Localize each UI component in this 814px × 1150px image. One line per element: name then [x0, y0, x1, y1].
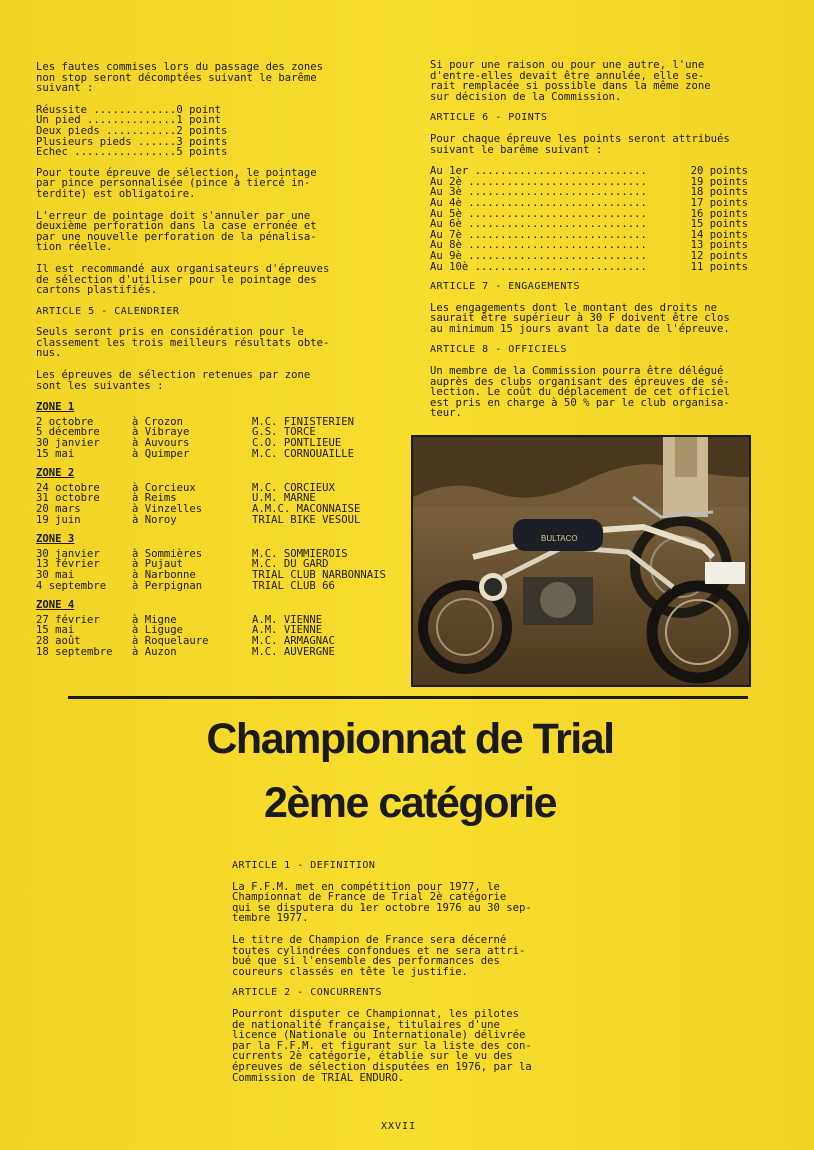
article-6-heading: ARTICLE 6 - POINTS — [430, 112, 548, 124]
penalty-row — [36, 147, 366, 158]
event-place: à Vibraye — [132, 426, 190, 439]
event-date: 4 septembre — [36, 579, 107, 592]
event-club: C.O. PONTLIEUE — [252, 437, 342, 450]
event-club: TRIAL BIKE VESOUL — [252, 513, 361, 526]
epreuves-paragraph: Les épreuves de sélection retenues par zone sont les suivantes : — [36, 369, 311, 392]
penalty-row — [36, 126, 366, 137]
event-club: U.M. MARNE — [252, 492, 316, 505]
trial-motorcycle-photo — [411, 435, 751, 687]
event-date: 18 septembre — [36, 645, 113, 658]
zone-heading: ZONE 4 — [36, 599, 75, 612]
event-club: A.M. VIENNE — [252, 613, 323, 626]
zone-heading: ZONE 1 — [36, 401, 75, 414]
motorcycle-illustration — [413, 437, 749, 685]
event-club: G.S. TORCE — [252, 426, 316, 439]
engagements-paragraph: Les engagements dont le montant des droits ne saurait être supérieur à 30 F doivent être clos au minimum 15 jours avant la date de l'épreuve. — [430, 301, 730, 335]
zone-event-row — [36, 568, 386, 581]
event-place: à Pujaut — [132, 558, 184, 571]
right-column — [430, 60, 748, 430]
zone-block — [36, 533, 386, 592]
event-club: TRIAL CLUB 66 — [252, 579, 335, 592]
points-row-label: Au 7è ............................ — [430, 228, 647, 241]
event-club: M.C. ARMAGNAC — [252, 634, 335, 647]
zone-event-row — [36, 504, 366, 515]
event-club: M.C. AUVERGNE — [252, 645, 335, 658]
zone-event-row — [36, 636, 366, 647]
event-club: M.C. CORNOUAILLE — [252, 447, 355, 460]
event-date: 30 mai — [36, 568, 75, 581]
article-1-heading: ARTICLE 1 - DEFINITION — [232, 860, 376, 871]
points-row-value: 18 points — [690, 186, 748, 199]
divider-rule — [68, 696, 748, 699]
points-row-label: Au 6è ............................ — [430, 218, 647, 231]
event-place: à Corcieux — [132, 481, 196, 494]
article-2-heading: ARTICLE 2 - CONCURRENTS — [232, 987, 382, 999]
event-date: 15 mai — [36, 447, 75, 460]
event-club: M.C. SOMMIEROIS — [252, 547, 348, 560]
points-row-value: 16 points — [690, 207, 748, 220]
event-club: M.C. FINISTERIEN — [252, 415, 355, 428]
event-place: à Narbonne — [132, 568, 196, 581]
event-place: à Sommières — [132, 547, 203, 560]
left-column — [36, 61, 386, 666]
zone-event-row — [36, 581, 366, 592]
event-date: 2 octobre — [36, 415, 94, 428]
event-date: 13 février — [36, 558, 100, 571]
page-number: XXVII — [381, 1121, 417, 1132]
points-row-value: 12 points — [690, 249, 748, 262]
event-club: M.C. CORCIEUX — [252, 481, 335, 494]
article-7-heading: ARTICLE 7 - ENGAGEMENTS — [430, 281, 580, 293]
ffm-paragraph: La F.F.M. met en compétition pour 1977, le Championnat de France de Trial 2è catégorie qui se disputera du 1er octobre 1976 au 30 sep- tembre 1977. — [232, 880, 532, 925]
penalty-row-label: Réussite ............. — [36, 103, 177, 116]
bottom-column — [232, 861, 562, 1094]
tank-brand-label: BULTACO — [541, 534, 578, 543]
points-row-value: 19 points — [690, 175, 748, 188]
article-8-heading: ARTICLE 8 - OFFICIELS — [430, 344, 567, 356]
event-club: A.M. VIENNE — [252, 624, 323, 637]
points-row-label: Au 5è ............................ — [430, 207, 647, 220]
zone-heading: ZONE 2 — [36, 467, 75, 480]
event-date: 28 août — [36, 634, 81, 647]
officiels-paragraph: Un membre de la Commission pourra être délégué auprès des clubs organisant des épreuves de sé- lection. Le coût du déplacement de cet officiel est pris en charge à 50 % par le club organisa- teur. — [430, 365, 730, 420]
pointage-paragraph: Pour toute épreuve de sélection, le pointage par pince personnalisée (pince à tiercé in- terdite) est obligatoire. — [36, 166, 317, 200]
zone-block — [36, 402, 366, 459]
points-row-label: Au 1er ........................... — [430, 165, 647, 178]
penalty-row-value: 0 point — [176, 103, 221, 116]
points-row-value: 13 points — [690, 239, 748, 252]
event-club: TRIAL CLUB NARBONNAIS — [252, 568, 386, 581]
event-place: à Auvours — [132, 437, 190, 450]
recommande-paragraph: Il est recommandé aux organisateurs d'épreuves de sélection d'utiliser pour le pointage des cartons plastifiés. — [36, 262, 330, 297]
article-5-heading: ARTICLE 5 - CALENDRIER — [36, 305, 180, 317]
penalty-row-value: 3 points — [176, 135, 228, 148]
points-row — [430, 198, 748, 209]
event-date: 27 février — [36, 613, 100, 626]
event-date: 30 janvier — [36, 547, 100, 560]
event-place: à Vinzelles — [132, 503, 203, 515]
points-row-label: Au 10è ........................... — [430, 260, 647, 273]
event-date: 30 janvier — [36, 437, 100, 450]
zones-calendar — [36, 401, 386, 658]
points-row-value: 17 points — [690, 196, 748, 209]
points-paragraph: Pour chaque épreuve les points seront attribués suivant le barême suivant : — [430, 132, 730, 156]
points-row-value: 20 points — [690, 165, 748, 178]
penalty-list — [36, 105, 366, 158]
points-row — [430, 262, 748, 273]
erreur-paragraph: L'erreur de pointage doit s'annuler par une deuxième perforation dans la case erronée et par une nouvelle perforation de la pénalisa- tion réelle. — [36, 209, 317, 254]
page-title-line-1: Championnat de Trial — [206, 715, 614, 763]
zone-event-row — [36, 515, 366, 526]
event-date: 15 mai — [36, 624, 75, 637]
event-place: à Auzon — [132, 645, 177, 658]
titre-paragraph: Le titre de Champion de France sera décerné toutes cylindrées confondues et ne sera attri- bué que si l'ensemble des performances des coureurs classés en tête le justifie. — [232, 933, 526, 978]
zone-block — [36, 600, 366, 657]
seuls-paragraph: Seuls seront pris en considération pour le classement les trois meilleurs résultats obte- nus. — [36, 326, 330, 360]
event-place: à Roquelaure — [132, 634, 209, 647]
points-row-value: 15 points — [690, 218, 748, 231]
event-date: 31 octobre — [36, 492, 100, 505]
points-row-label: Au 4è ............................ — [430, 196, 647, 209]
points-row-label: Au 2è ............................ — [430, 175, 647, 188]
points-row-label: Au 8è ............................ — [430, 239, 647, 252]
intro-paragraph: Les fautes commises lors du passage des zones non stop seront décomptées suivant le barême suivant : — [36, 61, 324, 95]
points-list — [430, 166, 748, 272]
event-place: à Reims — [132, 492, 177, 505]
event-place: à Crozon — [132, 415, 184, 428]
penalty-row-label: Un pied .............. — [36, 114, 177, 127]
penalty-row-label: Deux pieds ........... — [36, 124, 177, 137]
penalty-row-label: Echec ................ — [36, 146, 177, 159]
points-row-value: 11 points — [690, 260, 748, 273]
points-row-label: Au 9è ............................ — [430, 249, 647, 262]
zone-heading: ZONE 3 — [36, 533, 75, 546]
page-title-line-2: 2ème catégorie — [263, 779, 557, 827]
event-date: 24 octobre — [36, 481, 100, 494]
event-place: à Perpignan — [132, 579, 203, 592]
pourront-paragraph: Pourront disputer ce Championnat, les pilotes de nationalité française, titulaires d'une licence (Nationale ou Internationale) délivrée par la F.F.M. et figurant sur la liste des con- currents 2è catégorie, établie sur le vu des épreuves de sélection disputées en 1976, par la Commission de TRIAL ENDURO. — [232, 1007, 532, 1084]
penalty-row-value: 1 point — [176, 114, 221, 127]
zone-event-row — [36, 449, 366, 460]
points-row — [430, 251, 748, 262]
raison-paragraph: Si pour une raison ou pour une autre, l'une d'entre-elles devait être annulée, elle se- rait remplacée si possible dans la même zone sur décision de la Commission. — [430, 59, 711, 103]
event-place: à Quimper — [132, 447, 190, 460]
event-date: 19 juin — [36, 513, 81, 526]
penalty-row-label: Plusieurs pieds ...... — [36, 135, 177, 148]
event-date: 5 décembre — [36, 426, 100, 439]
penalty-row-value: 2 points — [176, 124, 228, 137]
points-row-value: 14 points — [690, 228, 748, 241]
points-row-label: Au 3è ............................ — [430, 186, 647, 199]
event-place: à Noroy — [132, 513, 177, 526]
penalty-row-value: 5 points — [176, 146, 228, 159]
event-date: 20 mars — [36, 503, 81, 515]
event-club: A.M.C. MACONNAISE — [252, 503, 361, 515]
event-place: à Liguge — [132, 624, 184, 637]
zone-block — [36, 468, 366, 525]
event-club: M.C. DU GARD — [252, 558, 329, 571]
zone-event-row — [36, 647, 366, 658]
event-place: à Migne — [132, 613, 177, 626]
